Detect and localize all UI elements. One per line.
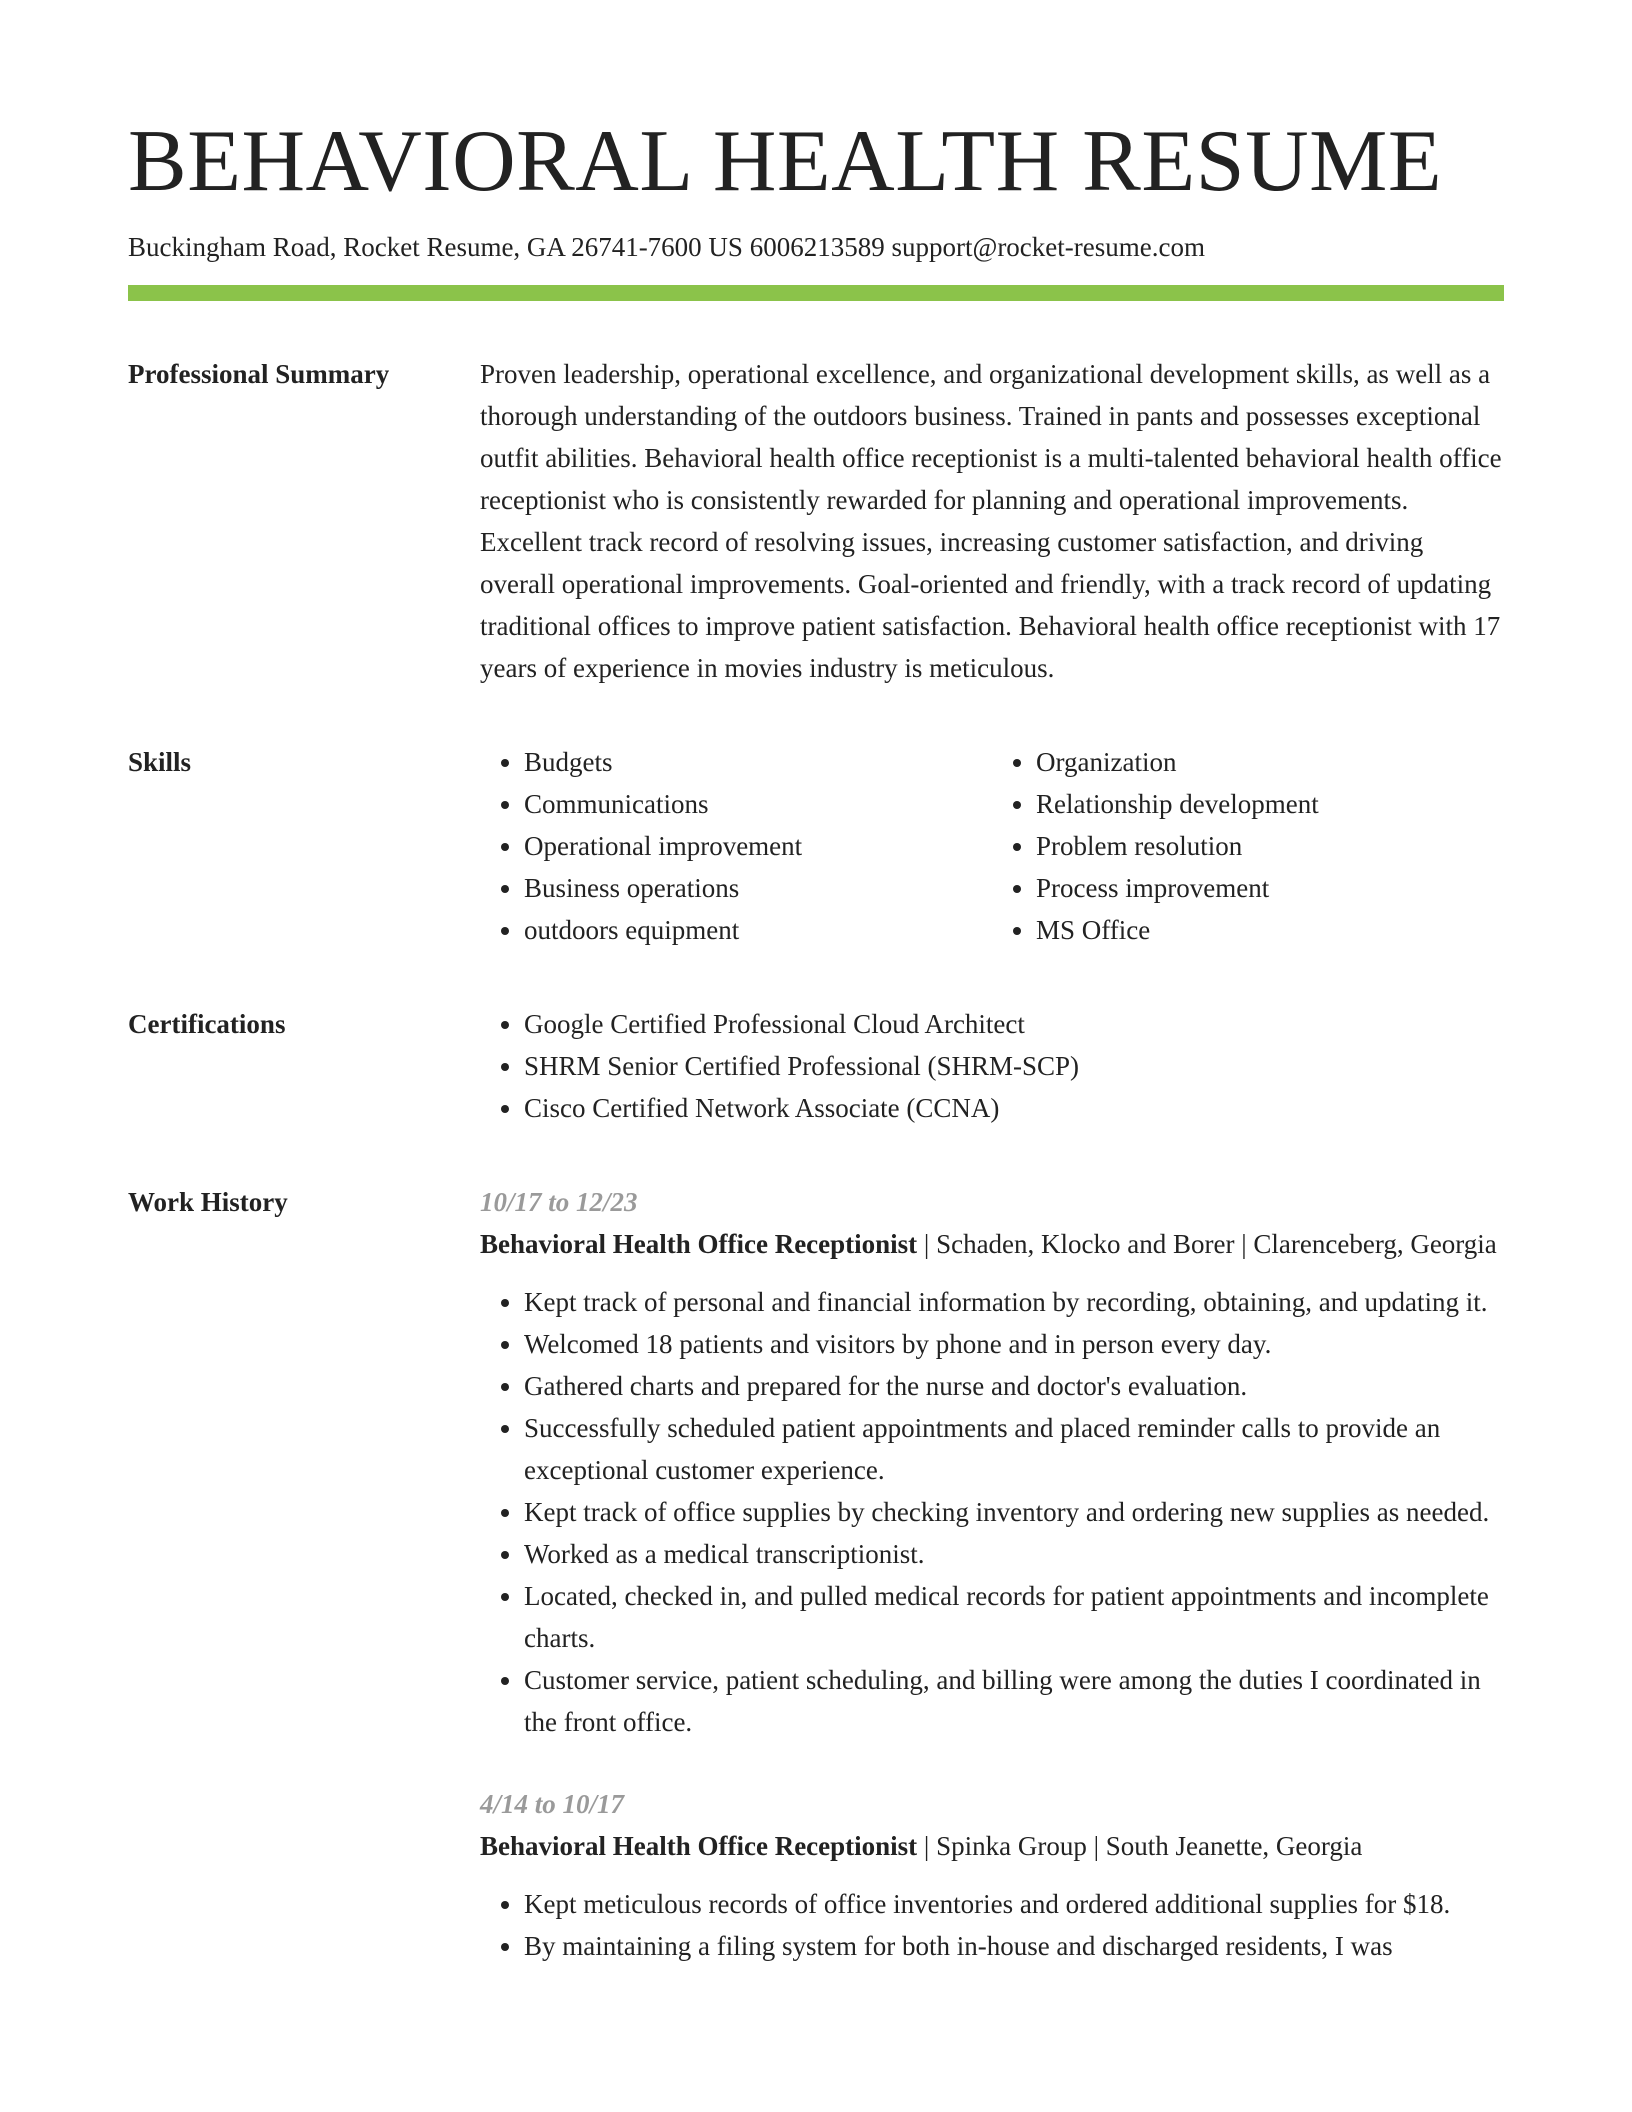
- job-bullets: [480, 1281, 1504, 1743]
- skill-item: • Relationship development: [1036, 783, 1504, 825]
- job-bullet: • By maintaining a filing system for both in-house and discharged residents, I was: [524, 1925, 1504, 1967]
- job-entry: [480, 1181, 1504, 1743]
- skill-item: • outdoors equipment: [524, 909, 992, 951]
- job-bullet: • Located, checked in, and pulled medical records for patient appointments and incomplete charts.: [524, 1575, 1504, 1659]
- job-bullet: • Gathered charts and prepared for the nurse and doctor's evaluation.: [524, 1365, 1504, 1407]
- section-label: Work History: [128, 1187, 288, 1218]
- job-entry: [480, 1783, 1504, 1967]
- skill-item: • Organization: [1036, 741, 1504, 783]
- job-bullet: • Successfully scheduled patient appointments and placed reminder calls to provide an exceptional customer experience.: [524, 1407, 1504, 1491]
- job-dates: 10/17 to 12/23: [480, 1187, 638, 1218]
- job-details: | Schaden, Klocko and Borer | Clarenceberg, Georgia: [917, 1229, 1497, 1260]
- job-dates: 4/14 to 10/17: [480, 1789, 625, 1820]
- skill-item: • MS Office: [1036, 909, 1504, 951]
- job-title: Behavioral Health Office Receptionist: [480, 1229, 918, 1260]
- job-bullet: • Kept meticulous records of office inventories and ordered additional supplies for $18.: [524, 1883, 1504, 1925]
- certification-item: • SHRM Senior Certified Professional (SHRM-SCP): [524, 1045, 1504, 1087]
- section-label: Skills: [128, 747, 192, 778]
- job-bullet: • Customer service, patient scheduling, and billing were among the duties I coordinated in the front office.: [524, 1659, 1504, 1743]
- job-bullet: • Kept track of personal and financial information by recording, obtaining, and updating it.: [524, 1281, 1504, 1323]
- skills-list-left: [480, 741, 992, 951]
- skill-item: • Operational improvement: [524, 825, 992, 867]
- accent-divider: [128, 285, 1504, 301]
- job-bullet: • Kept track of office supplies by checking inventory and ordering new supplies as needed.: [524, 1491, 1504, 1533]
- skill-item: • Budgets: [524, 741, 992, 783]
- section-professional-summary: [128, 353, 1504, 689]
- skills-grid: [480, 741, 1504, 951]
- job-title-line: [480, 1223, 1504, 1265]
- job-bullet: • Welcomed 18 patients and visitors by phone and in person every day.: [524, 1323, 1504, 1365]
- certification-item: • Cisco Certified Network Associate (CCNA): [524, 1087, 1504, 1129]
- job-title-line: [480, 1825, 1504, 1867]
- certification-item: • Google Certified Professional Cloud Architect: [524, 1003, 1504, 1045]
- skill-item: • Communications: [524, 783, 992, 825]
- section-certifications: [128, 1003, 1504, 1129]
- section-label: Certifications: [128, 1009, 286, 1040]
- skill-item: • Process improvement: [1036, 867, 1504, 909]
- job-bullet: • Worked as a medical transcriptionist.: [524, 1533, 1504, 1575]
- section-label: Professional Summary: [128, 359, 390, 390]
- skills-list-right: [992, 741, 1504, 951]
- resume-title: BEHAVIORAL HEALTH RESUME: [128, 113, 1443, 210]
- section-skills: [128, 741, 1504, 951]
- job-title: Behavioral Health Office Receptionist: [480, 1831, 918, 1862]
- section-work-history: [128, 1181, 1504, 1967]
- job-bullets: [480, 1883, 1504, 1967]
- job-details: | Spinka Group | South Jeanette, Georgia: [917, 1831, 1363, 1862]
- contact-line: Buckingham Road, Rocket Resume, GA 26741-7600 US 6006213589 support@rocket-resume.com: [128, 232, 1205, 263]
- skill-item: • Business operations: [524, 867, 992, 909]
- skill-item: • Problem resolution: [1036, 825, 1504, 867]
- section-body: [480, 353, 1504, 689]
- section-body: [480, 1181, 1504, 1967]
- summary-text: Proven leadership, operational excellence, and organizational development skills, as well as a thorough understanding of the outdoors business. Trained in pants and possesses exceptional outfit abilities. Behavioral health office receptionist is a multi-talented behavioral health office receptionist who is consistently rewarded for planning and operational improvements. Excellent track record of resolving issues, increasing customer satisfaction, and driving overall operational improvements. Goal-oriented and friendly, with a track record of updating traditional offices to improve patient satisfaction. Behavioral health office receptionist with 17 years of experience in movies industry is meticulous.: [480, 359, 1502, 684]
- certifications-list: [480, 1003, 1504, 1129]
- section-body: [480, 1003, 1504, 1129]
